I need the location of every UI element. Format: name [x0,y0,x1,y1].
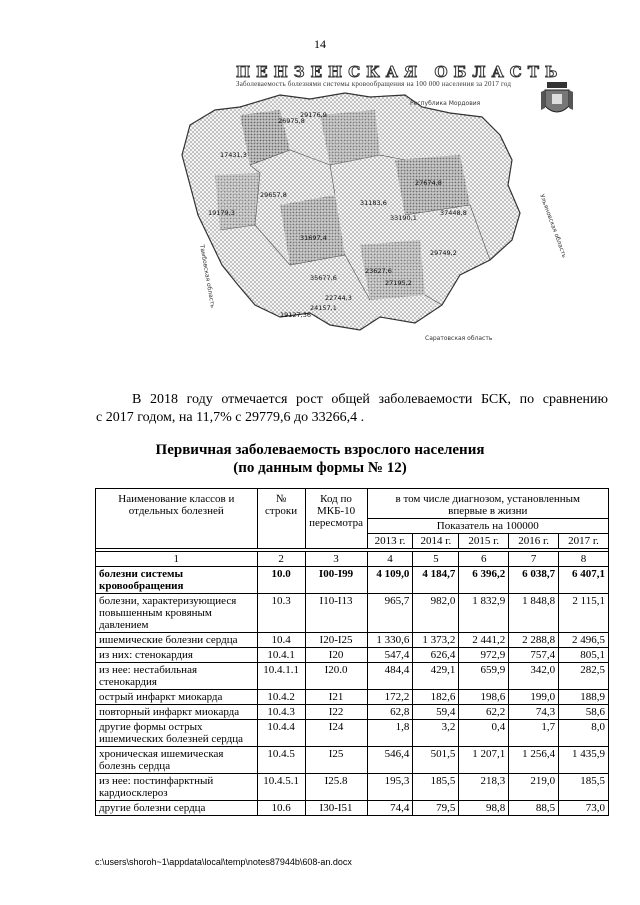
icd-code: I30-I51 [305,801,367,816]
table-row [96,705,609,720]
region-map [160,55,580,355]
indicator-value: 185,5 [559,774,609,801]
indicator-value: 626,4 [413,648,459,663]
indicator-value: 805,1 [559,648,609,663]
indicator-value: 1 848,8 [509,594,559,633]
indicator-value: 1,7 [509,720,559,747]
column-number: 4 [367,552,413,567]
icd-code: I00-I99 [305,567,367,594]
map-value-10: 29749,2 [430,249,457,257]
row-number: 10.4.5.1 [257,774,305,801]
indicator-value: 74,3 [509,705,559,720]
row-number: 10.3 [257,594,305,633]
table-row [96,594,609,633]
file-path-footer: c:\users\shoroh~1\appdata\local\temp\notes87944b\608-an.docx [95,857,352,867]
table-heading [0,441,640,477]
indicator-value: 2 115,1 [559,594,609,633]
indicator-value: 501,5 [413,747,459,774]
neighbor-mordovia: Республика Мордовия [410,100,481,107]
indicator-value: 342,0 [509,663,559,690]
indicator-value: 0,4 [459,720,509,747]
indicator-value: 172,2 [367,690,413,705]
indicator-value: 62,2 [459,705,509,720]
map-value-13: 31697,4 [300,234,327,242]
table-row [96,633,609,648]
disease-name: из нее: постинфарктный кардиосклероз [96,774,258,801]
neighbor-saratov: Саратовская область [425,335,493,342]
table-row [96,648,609,663]
map-value-7: 37448,8 [440,209,467,217]
indicator-value: 182,6 [413,690,459,705]
disease-name: хроническая ишемическая болезнь сердца [96,747,258,774]
indicator-value: 74,4 [367,801,413,816]
indicator-value: 59,4 [413,705,459,720]
icd-code: I25 [305,747,367,774]
disease-name: другие формы острых ишемических болезней сердца [96,720,258,747]
map-value-12: 27195,2 [385,279,412,287]
icd-code: I10-I13 [305,594,367,633]
map-value-3: 29176,9 [300,111,327,119]
row-number: 10.4.5 [257,747,305,774]
paragraph-line-1: В 2018 году отмечается рост общей заболеваемости БСК, по сравнению [132,392,608,407]
indicator-value: 1 256,4 [509,747,559,774]
indicator-value: 547,4 [367,648,413,663]
icd-code: I21 [305,690,367,705]
map-title: ПЕНЗЕНСКАЯ ОБЛАСТЬ [236,63,564,81]
indicator-value: 62,8 [367,705,413,720]
row-number: 10.4.1 [257,648,305,663]
table-heading-line-1: Первичная заболеваемость взрослого населения [155,442,485,458]
table-heading-line-2: (по данным формы № 12) [233,460,407,476]
row-number: 10.0 [257,567,305,594]
column-number: 6 [459,552,509,567]
indicator-value: 79,5 [413,801,459,816]
row-number: 10.4.1.1 [257,663,305,690]
table-row [96,567,609,594]
indicator-value: 1 330,6 [367,633,413,648]
indicator-value: 98,8 [459,801,509,816]
header-row-no: № строки [257,489,305,549]
neighbor-ulyanovsk: Ульяновская область [538,193,568,259]
icd-code: I20-I25 [305,633,367,648]
row-number: 10.4 [257,633,305,648]
table-row [96,801,609,816]
indicator-value: 198,6 [459,690,509,705]
table-row [96,774,609,801]
row-number: 10.4.4 [257,720,305,747]
row-number: 10.4.2 [257,690,305,705]
map-value-14: 22744,3 [325,294,352,302]
indicator-value: 195,3 [367,774,413,801]
indicator-value: 6 396,2 [459,567,509,594]
column-number: 3 [305,552,367,567]
icd-code: I22 [305,705,367,720]
disease-name: другие болезни сердца [96,801,258,816]
indicator-value: 1 207,1 [459,747,509,774]
indicator-value: 185,5 [413,774,459,801]
indicator-value: 2 441,2 [459,633,509,648]
column-number: 8 [559,552,609,567]
icd-code: I24 [305,720,367,747]
map-value-16: 24157,1 [310,304,337,312]
indicator-value: 546,4 [367,747,413,774]
indicator-value: 1 435,9 [559,747,609,774]
indicator-value: 8,0 [559,720,609,747]
neighbor-tambov: Тамбовская область [198,244,217,309]
header-group: в том числе диагнозом, установленным впервые в жизни [367,489,608,519]
disease-name: болезни системы кровообращения [96,567,258,594]
table-row [96,747,609,774]
map-value-9: 33190,1 [390,214,417,222]
disease-name: ишемические болезни сердца [96,633,258,648]
indicator-value: 199,0 [509,690,559,705]
indicator-value: 3,2 [413,720,459,747]
indicator-value: 1 373,2 [413,633,459,648]
indicator-value: 2 288,8 [509,633,559,648]
indicator-value: 188,9 [559,690,609,705]
indicator-value: 4 184,7 [413,567,459,594]
disease-name: из них: стенокардия [96,648,258,663]
indicator-value: 429,1 [413,663,459,690]
map-value-8: 19179,3 [208,209,235,217]
icd-code: I20.0 [305,663,367,690]
column-number: 2 [257,552,305,567]
map-value-11: 35677,6 [310,274,337,282]
table-row [96,690,609,705]
disease-name: острый инфаркт миокарда [96,690,258,705]
header-year: 2014 г. [413,534,459,549]
header-icd: Код по МКБ-10 пересмотра [305,489,367,549]
indicator-value: 982,0 [413,594,459,633]
column-number: 5 [413,552,459,567]
indicator-value: 4 109,0 [367,567,413,594]
row-number: 10.4.3 [257,705,305,720]
indicator-value: 58,6 [559,705,609,720]
indicator-value: 972,9 [459,648,509,663]
indicator-value: 484,4 [367,663,413,690]
map-subtitle: Заболеваемость болезнями системы кровообращения на 100 000 населения за 2017 год [236,80,512,88]
table-row [96,663,609,690]
coat-of-arms-icon [540,78,574,120]
map-value-17: 19127,36 [280,311,312,319]
map-value-5: 31183,6 [360,199,387,207]
header-year: 2016 г. [509,534,559,549]
map-value-6: 27674,8 [415,179,442,187]
column-number: 1 [96,552,258,567]
indicator-value: 659,9 [459,663,509,690]
page-number: 14 [314,37,326,51]
header-year: 2013 г. [367,534,413,549]
map-value-1: 17431,3 [220,151,247,159]
map-value-15: 23627,6 [365,267,392,275]
icd-code: I20 [305,648,367,663]
header-year: 2015 г. [459,534,509,549]
indicator-value: 6 038,7 [509,567,559,594]
paragraph-line-2: с 2017 годом, на 11,7% с 29779,6 до 33266,4 . [96,410,365,425]
row-number: 10.6 [257,801,305,816]
column-number: 7 [509,552,559,567]
table-row [96,720,609,747]
header-indicator: Показатель на 100000 [367,519,608,534]
disease-name: из нее: нестабильная стенокардия [96,663,258,690]
indicator-value: 73,0 [559,801,609,816]
header-name: Наименование классов и отдельных болезней [96,489,258,549]
map-value-4: 29657,8 [260,191,287,199]
indicator-value: 6 407,1 [559,567,609,594]
indicator-value: 757,4 [509,648,559,663]
indicator-value: 2 496,5 [559,633,609,648]
map-value-2: 26975,8 [278,117,305,125]
indicator-value: 88,5 [509,801,559,816]
indicator-value: 965,7 [367,594,413,633]
disease-name: болезни, характеризующиеся повышенным кровяным давлением [96,594,258,633]
disease-name: повторный инфаркт миокарда [96,705,258,720]
icd-code: I25.8 [305,774,367,801]
indicator-value: 1 832,9 [459,594,509,633]
indicator-value: 282,5 [559,663,609,690]
indicator-value: 218,3 [459,774,509,801]
paragraph [96,391,608,427]
morbidity-table [95,488,609,816]
indicator-value: 1,8 [367,720,413,747]
indicator-value: 219,0 [509,774,559,801]
header-year: 2017 г. [559,534,609,549]
